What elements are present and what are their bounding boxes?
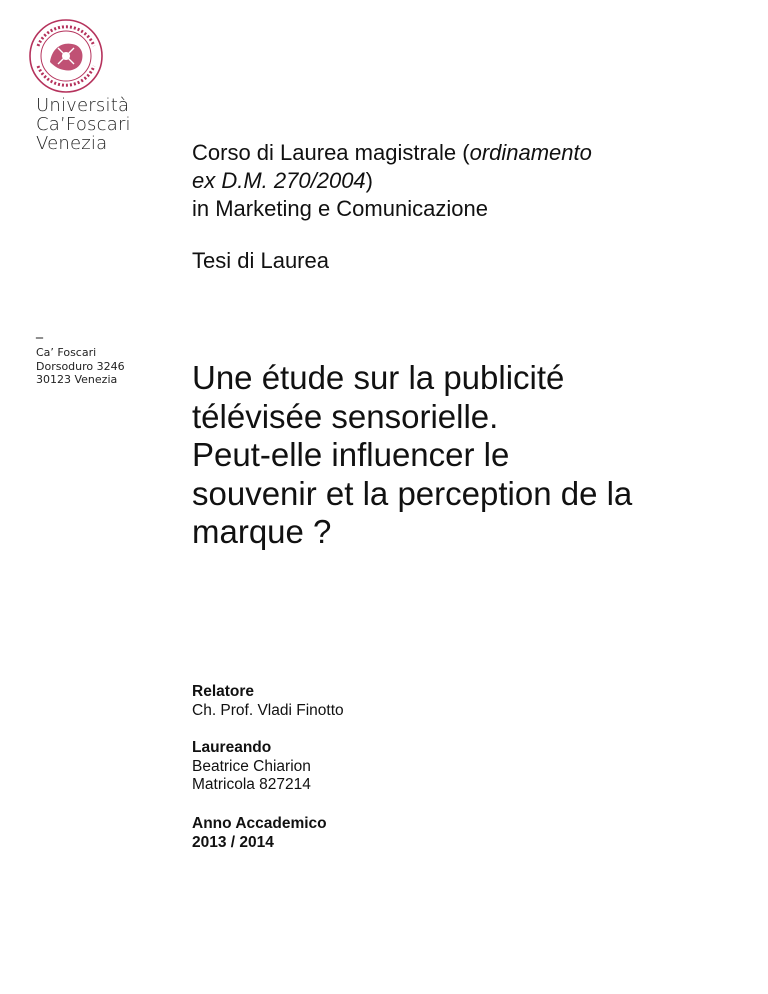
address-line: Ca’ Foscari bbox=[36, 346, 97, 359]
anno-accademico-block bbox=[192, 815, 327, 852]
title-line: Peut-elle influencer le bbox=[192, 436, 510, 473]
relatore-name: Ch. Prof. Vladi Finotto bbox=[192, 701, 344, 719]
laureando-matricola: Matricola 827214 bbox=[192, 776, 311, 793]
anno-label: Anno Accademico bbox=[192, 815, 327, 832]
address-line: 30123 Venezia bbox=[36, 373, 118, 386]
address-separator: _ bbox=[36, 323, 43, 339]
title-line: Une étude sur la publicité bbox=[192, 359, 565, 396]
address-line: Dorsoduro 3246 bbox=[36, 359, 125, 373]
course-description bbox=[192, 139, 712, 223]
laureando-label: Laureando bbox=[192, 739, 272, 756]
title-line: marque ? bbox=[192, 513, 332, 550]
thesis-title bbox=[192, 359, 732, 552]
course-line3: in Marketing e Comunicazione bbox=[192, 196, 488, 221]
course-line2-italic: ex D.M. 270/2004 bbox=[192, 168, 366, 193]
laureando-block bbox=[192, 739, 311, 795]
laureando-name: Beatrice Chiarion bbox=[192, 757, 311, 775]
thesis-label: Tesi di Laurea bbox=[192, 248, 329, 273]
university-name bbox=[36, 96, 131, 153]
university-seal-logo bbox=[28, 18, 104, 94]
university-name-line: Università bbox=[36, 95, 130, 116]
title-line: souvenir et la perception de la bbox=[192, 474, 633, 512]
course-line1-italic: ordinamento bbox=[469, 140, 592, 165]
relatore-label: Relatore bbox=[192, 683, 255, 700]
university-name-line: Ca’Foscari bbox=[36, 114, 131, 135]
relatore-block bbox=[192, 683, 344, 720]
title-line: télévisée sensorielle. bbox=[192, 397, 499, 435]
university-name-line: Venezia bbox=[36, 133, 108, 154]
course-line2-suffix: ) bbox=[365, 168, 373, 193]
anno-value: 2013 / 2014 bbox=[192, 833, 274, 851]
course-line1-prefix: Corso di Laurea magistrale ( bbox=[192, 140, 470, 165]
university-address bbox=[36, 346, 125, 387]
